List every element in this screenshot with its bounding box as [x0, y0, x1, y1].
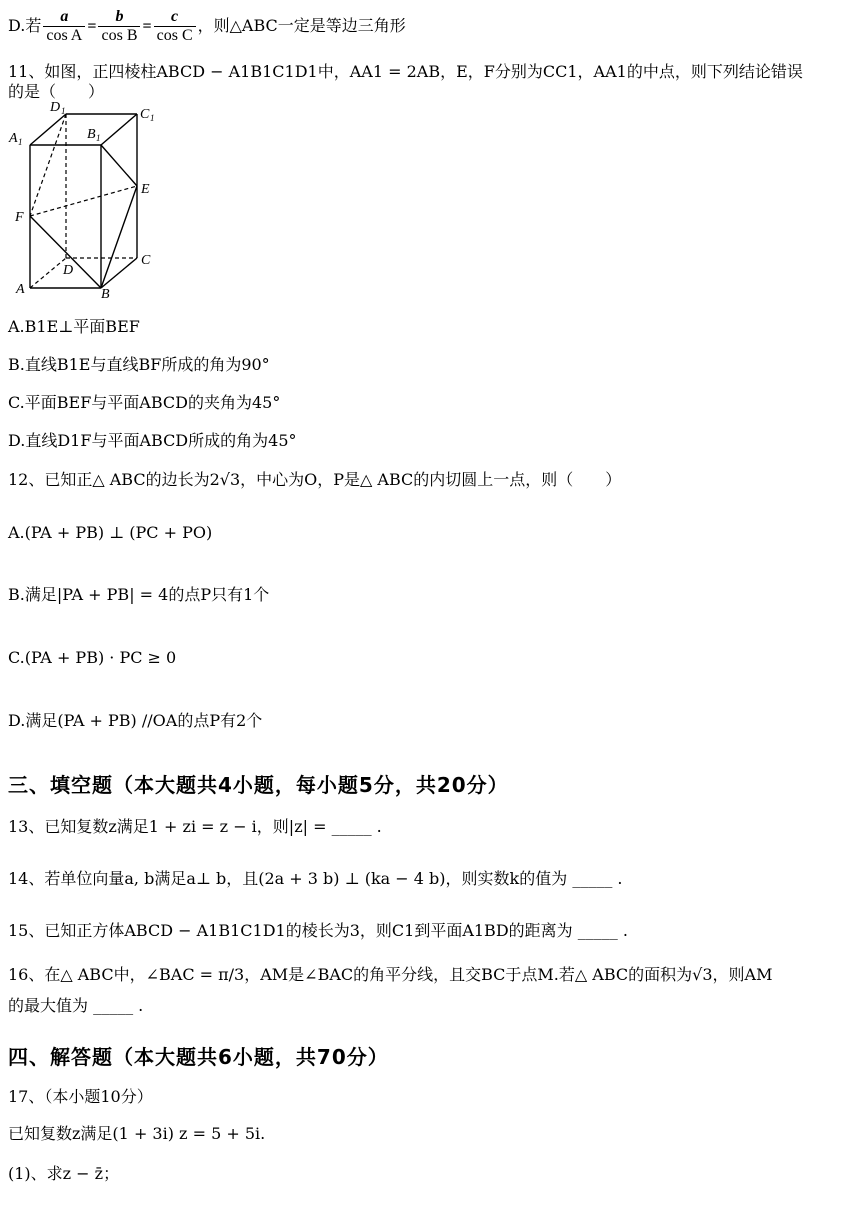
- q16-line2: 的最大值为 _____ .: [8, 996, 144, 1015]
- prism-figure: [6, 98, 166, 303]
- q12-option-b: B.满足|PA + PB| = 4的点P只有1个: [8, 585, 270, 604]
- option-label: D.若: [8, 16, 42, 35]
- denominator: cos B: [101, 27, 138, 44]
- q11-stem-line1: 11、如图，正四棱柱ABCD − A1B1C1D1中，AA1 = 2AB，E，F分别为CC1，AA1的中点，则下列结论错误: [8, 62, 803, 81]
- label-d: D: [63, 263, 74, 278]
- q11-stem-line2: 的是（ ）: [8, 82, 105, 101]
- section-fill-in: 三、填空题（本大题共4小题，每小题5分，共20分）: [8, 773, 509, 797]
- fraction: [98, 8, 140, 45]
- q16-line1: 16、在△ ABC中，∠BAC = π/3，AM是∠BAC的角平分线，且交BC于点M.若△ ABC的面积为√3，则AM: [8, 965, 773, 984]
- q14: 14、若单位向量a, b满足a⊥ b，且(2a + 3 b) ⊥ (ka − 4 b)，则实数k的值为 _____ .: [8, 869, 623, 888]
- q13: 13、已知复数z满足1 + zi = z − i，则|z| = _____ .: [8, 817, 382, 836]
- label-d1: D: [50, 100, 61, 115]
- label-a1: A: [9, 131, 18, 146]
- q11-option-d: D.直线D1F与平面ABCD所成的角为45°: [8, 431, 297, 450]
- q15: 15、已知正方体ABCD − A1B1C1D1的棱长为3，则C1到平面A1BD的距离为 _____ .: [8, 921, 628, 940]
- denominator: cos C: [156, 27, 193, 44]
- label-c1: C: [140, 107, 150, 122]
- q17-stem: 已知复数z满足(1 + 3i) z = 5 + 5i.: [8, 1124, 266, 1143]
- q11-option-a: A.B1E⊥平面BEF: [8, 317, 140, 336]
- numerator: c: [154, 8, 196, 27]
- q12-option-d: D.满足(PA + PB) //OA的点P有2个: [8, 711, 263, 730]
- label-e: E: [141, 182, 150, 197]
- label-f: F: [15, 210, 24, 225]
- denominator: cos A: [46, 27, 83, 44]
- label-b: B: [101, 287, 110, 302]
- q11-option-b: B.直线B1E与直线BF所成的角为90°: [8, 355, 270, 374]
- label-a: A: [16, 282, 25, 297]
- q12-option-c: C.(PA + PB) · PC ≥ 0: [8, 648, 177, 667]
- numerator: a: [43, 8, 85, 27]
- label-c: C: [141, 253, 151, 268]
- q17-part1: (1)、求z − z̄；: [8, 1164, 120, 1183]
- q11-option-c: C.平面BEF与平面ABCD的夹角为45°: [8, 393, 281, 412]
- equals-sign: =: [87, 18, 97, 35]
- q10-option-d: [8, 6, 406, 47]
- label-d1-sub: 1: [61, 106, 66, 116]
- fraction: [43, 8, 85, 45]
- equals-sign: =: [142, 18, 152, 35]
- section-solutions: 四、解答题（本大题共6小题，共70分）: [8, 1045, 389, 1069]
- label-a1-sub: 1: [18, 137, 23, 147]
- label-c1-sub: 1: [150, 113, 155, 123]
- option-text: ，则△ABC一定是等边三角形: [197, 16, 406, 35]
- q12-stem: 12、已知正△ ABC的边长为2√3，中心为O，P是△ ABC的内切圆上一点，则（ ）: [8, 470, 622, 489]
- q12-option-a: A.(PA + PB) ⊥ (PC + PO): [8, 523, 213, 542]
- numerator: b: [98, 8, 140, 27]
- label-b1: B: [87, 127, 96, 142]
- label-b1-sub: 1: [96, 133, 101, 143]
- q17-header: 17、（本小题10分）: [8, 1087, 153, 1106]
- fraction: [154, 8, 196, 45]
